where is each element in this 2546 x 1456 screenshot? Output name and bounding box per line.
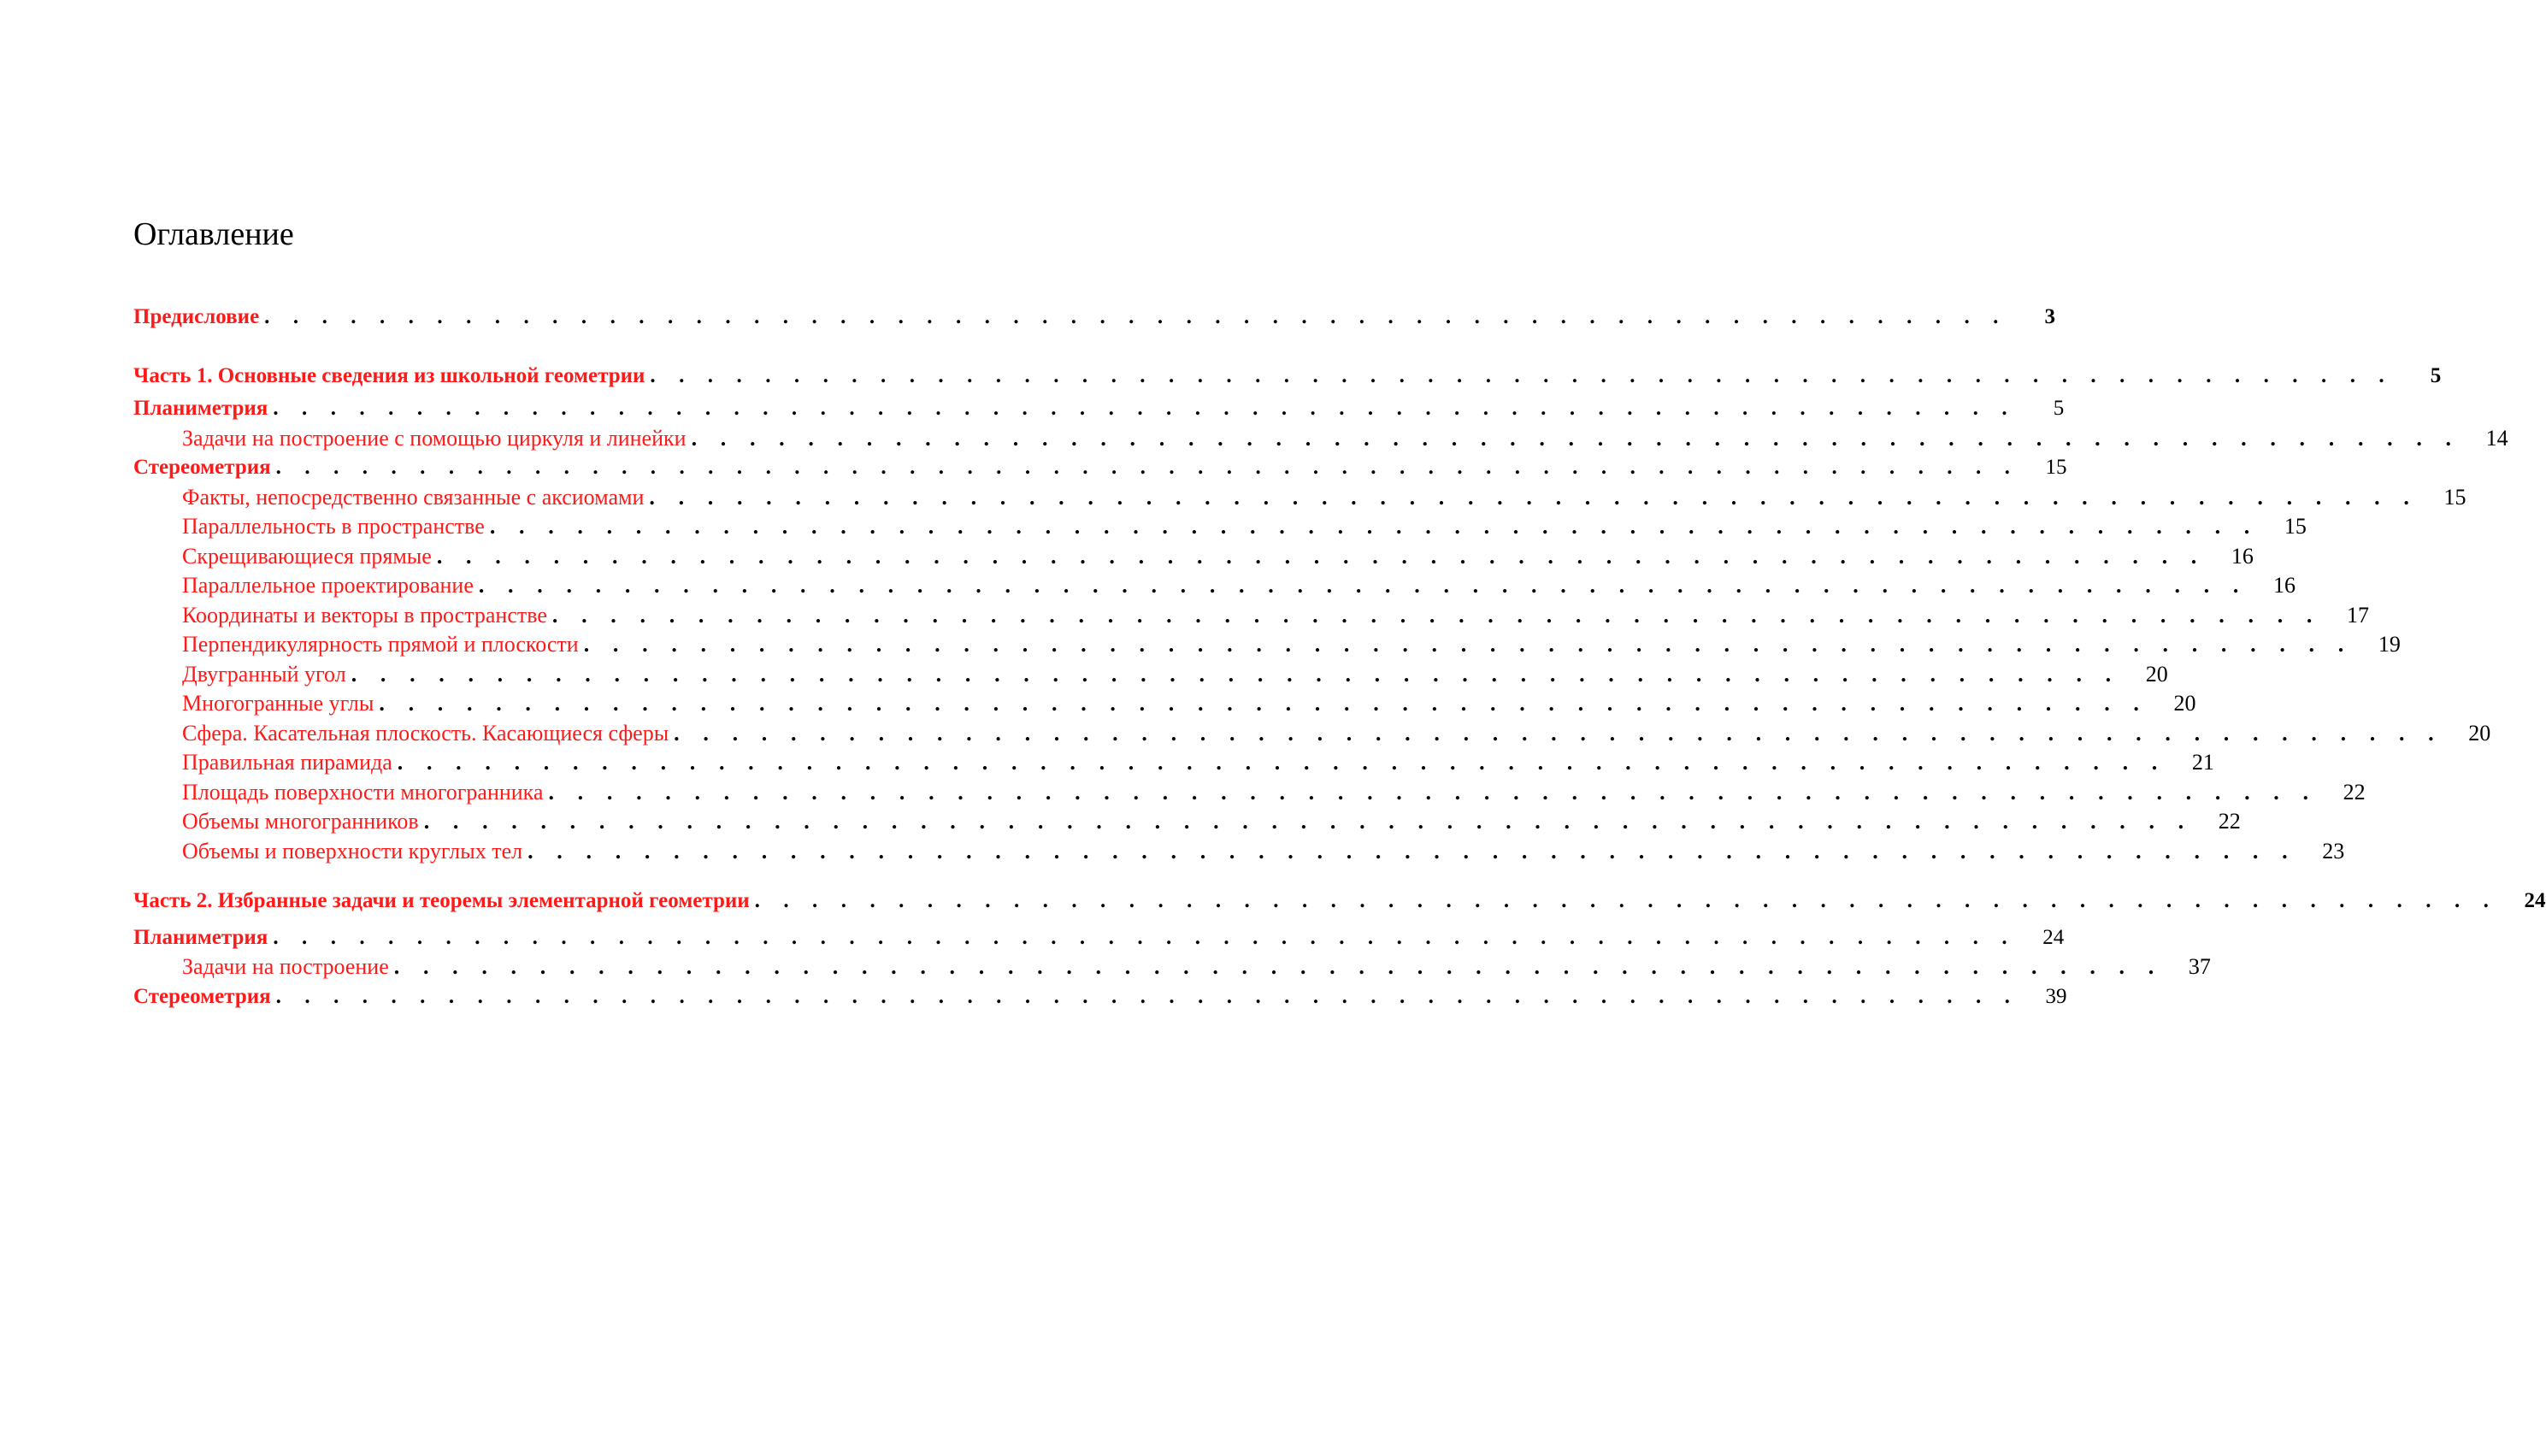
toc-entry-label[interactable]: Стереометрия — [133, 456, 271, 479]
toc-entry-label[interactable]: Объемы и поверхности круглых тел — [182, 838, 523, 864]
toc-entry-label[interactable]: Задачи на построение с помощью циркуля и линейки — [182, 425, 687, 451]
toc-entry-planimetry-1[interactable] — [133, 394, 2065, 424]
toc-entry-label[interactable]: Часть 2. Избранные задачи и теоремы элементарной геометрии — [133, 889, 750, 912]
toc-leader-dots: . . . . . . . . . . . . . . . . . . . . . . . . . . . . . . . . . . . . . . . . . . . . . . . . . . . . . . . . . . . . . — [649, 484, 2419, 510]
toc-entry-polyhedra-volumes[interactable] — [133, 807, 2241, 837]
toc-entry-label[interactable]: Многогранные углы — [182, 691, 374, 716]
toc-spacer — [133, 917, 930, 923]
toc-entry-label[interactable]: Площадь поверхности многогранника — [182, 779, 544, 805]
toc-spacer — [133, 866, 930, 887]
toc-page-number: 15 — [2443, 484, 2466, 510]
toc-entry-label[interactable]: Задачи на построение — [182, 954, 389, 979]
toc-leader-dots: . . . . . . . . . . . . . . . . . . . . . . . . . . . . . . . . . . . . . . . . . . . . . . . . . . . . . . . . . . . . . — [351, 661, 2120, 687]
toc-entry-label[interactable]: Планиметрия — [133, 925, 268, 949]
toc-entry-stereometry-2[interactable] — [133, 982, 2067, 1012]
toc-entry-construction-compass[interactable] — [133, 424, 2508, 454]
toc-leader-dots: . . . . . . . . . . . . . . . . . . . . . . . . . . . . . . . . . . . . . . . . . . . . . . . . . . . . . . . . . . . . . — [754, 889, 2498, 912]
toc-page-number: 16 — [2231, 543, 2254, 569]
toc-entry-part-2[interactable] — [133, 887, 2546, 917]
toc-leader-dots: . . . . . . . . . . . . . . . . . . . . . . . . . . . . . . . . . . . . . . . . . . . . . . . . . . . . . . . . . . . . . — [379, 691, 2148, 716]
toc-leader-dots: . . . . . . . . . . . . . . . . . . . . . . . . . . . . . . . . . . . . . . . . . . . . . . . . . . . . . . . . . . . . . — [674, 720, 2443, 746]
toc-leader-dots: . . . . . . . . . . . . . . . . . . . . . . . . . . . . . . . . . . . . . . . . . . . . . . . . . . . . . . . . . . . . . — [489, 514, 2259, 539]
toc-entry-polyhedral-angles[interactable] — [133, 689, 2196, 719]
toc-entry-stereometry-1[interactable] — [133, 453, 2067, 483]
toc-entry-sphere[interactable] — [133, 719, 2491, 749]
toc-page-number: 37 — [2188, 954, 2211, 979]
toc-entry-axioms[interactable] — [133, 483, 2466, 513]
toc-leader-dots: . . . . . . . . . . . . . . . . . . . . . . . . . . . . . . . . . . . . . . . . . . . . . . . . . . . . . . . . . . . . . — [273, 397, 2017, 420]
toc-entry-label[interactable]: Сфера. Касательная плоскость. Касающиеся сферы — [182, 720, 669, 746]
toc-leader-dots: . . . . . . . . . . . . . . . . . . . . . . . . . . . . . . . . . . . . . . . . . . . . . . . . . . . . . . . . . . . . . — [551, 602, 2322, 628]
toc-leader-dots: . . . . . . . . . . . . . . . . . . . . . . . . . . . . . . . . . . . . . . . . . . . . . . . . . . . . . . . . . . . . . — [527, 838, 2297, 864]
toc-leader-dots: . . . . . . . . . . . . . . . . . . . . . . . . . . . . . . . . . . . . . . . . . . . . . . . . . . . . . . . . . . . . . — [423, 809, 2193, 834]
toc-entry-label[interactable]: Предисловие — [133, 305, 260, 328]
toc-page-number: 3 — [2044, 305, 2056, 328]
toc-page-number: 22 — [2218, 809, 2241, 834]
toc-entry-part-1[interactable] — [133, 362, 2442, 392]
toc-entry-skew-lines[interactable] — [133, 542, 2254, 572]
toc-entry-label[interactable]: Параллельное проектирование — [182, 573, 474, 598]
toc-entry-label[interactable]: Скрещивающиеся прямые — [182, 543, 432, 569]
toc-page-number: 20 — [2468, 720, 2491, 746]
toc-page-number: 15 — [2284, 514, 2307, 539]
toc-leader-dots: . . . . . . . . . . . . . . . . . . . . . . . . . . . . . . . . . . . . . . . . . . . . . . . . . . . . . . . . . . . . . — [275, 984, 2019, 1008]
toc-entry-coordinates-vectors[interactable] — [133, 601, 2370, 631]
toc-entry-label[interactable]: Планиметрия — [133, 397, 268, 420]
toc-entry-construction[interactable] — [133, 952, 2211, 982]
toc-page-number: 19 — [2378, 632, 2401, 657]
toc-page-number: 23 — [2322, 838, 2345, 864]
document-page — [133, 0, 2546, 1456]
toc-leader-dots: . . . . . . . . . . . . . . . . . . . . . . . . . . . . . . . . . . . . . . . . . . . . . . . . . . . . . . . . . . . . . — [548, 779, 2318, 805]
toc-leader-dots: . . . . . . . . . . . . . . . . . . . . . . . . . . . . . . . . . . . . . . . . . . . . . . . . . . . . . . . . . . . . . — [397, 750, 2166, 775]
toc-entry-label[interactable]: Перпендикулярность прямой и плоскости — [182, 632, 579, 657]
toc-page-number: 20 — [2145, 661, 2168, 687]
toc-entry-label[interactable]: Координаты и векторы в пространстве — [182, 602, 547, 628]
toc-entry-regular-pyramid[interactable] — [133, 748, 2214, 778]
toc-leader-dots: . . . . . . . . . . . . . . . . . . . . . . . . . . . . . . . . . . . . . . . . . . . . . . . . . . . . . . . . . . . . . — [393, 954, 2163, 979]
toc-page-number: 17 — [2347, 602, 2370, 628]
toc-entry-perpendicularity[interactable] — [133, 630, 2401, 660]
toc-page-number: 24 — [2524, 889, 2546, 912]
toc-entry-label[interactable]: Объемы многогранников — [182, 809, 419, 834]
toc-entry-label[interactable]: Двугранный угол — [182, 661, 346, 687]
page-title: Оглавление — [133, 216, 294, 252]
toc-leader-dots: . . . . . . . . . . . . . . . . . . . . . . . . . . . . . . . . . . . . . . . . . . . . . . . . . . . . . . . . . . . . . — [264, 305, 2008, 328]
toc-page-number: 5 — [2430, 363, 2442, 387]
toc-page-number: 21 — [2191, 750, 2214, 775]
toc-leader-dots: . . . . . . . . . . . . . . . . . . . . . . . . . . . . . . . . . . . . . . . . . . . . . . . . . . . . . . . . . . . . . — [436, 543, 2206, 569]
toc-entry-parallelism[interactable] — [133, 512, 2307, 542]
toc-leader-dots: . . . . . . . . . . . . . . . . . . . . . . . . . . . . . . . . . . . . . . . . . . . . . . . . . . . . . . . . . . . . . — [273, 925, 2017, 949]
toc-entry-round-bodies[interactable] — [133, 837, 2345, 867]
toc-entry-label[interactable]: Часть 1. Основные сведения из школьной геометрии — [133, 363, 645, 387]
toc-leader-dots: . . . . . . . . . . . . . . . . . . . . . . . . . . . . . . . . . . . . . . . . . . . . . . . . . . . . . . . . . . . . . — [691, 425, 2461, 451]
toc-entry-label[interactable]: Факты, непосредственно связанные с аксиомами — [182, 484, 645, 510]
toc-entry-parallel-projection[interactable] — [133, 571, 2296, 601]
toc-entry-label[interactable]: Параллельность в пространстве — [182, 514, 485, 539]
toc-entry-planimetry-2[interactable] — [133, 923, 2065, 953]
toc-entry-surface-area[interactable] — [133, 778, 2366, 808]
toc-entry-dihedral-angle[interactable] — [133, 660, 2168, 690]
table-of-contents — [133, 303, 2546, 1011]
toc-leader-dots: . . . . . . . . . . . . . . . . . . . . . . . . . . . . . . . . . . . . . . . . . . . . . . . . . . . . . . . . . . . . . — [650, 363, 2394, 387]
toc-entry-label[interactable]: Правильная пирамида — [182, 750, 392, 775]
toc-entry-preface[interactable] — [133, 303, 2056, 333]
toc-page-number: 15 — [2045, 456, 2067, 479]
toc-page-number: 16 — [2272, 573, 2296, 598]
toc-page-number: 24 — [2042, 925, 2065, 949]
toc-page-number: 22 — [2343, 779, 2366, 805]
toc-page-number: 39 — [2045, 984, 2067, 1008]
toc-leader-dots: . . . . . . . . . . . . . . . . . . . . . . . . . . . . . . . . . . . . . . . . . . . . . . . . . . . . . . . . . . . . . — [275, 456, 2019, 479]
toc-leader-dots: . . . . . . . . . . . . . . . . . . . . . . . . . . . . . . . . . . . . . . . . . . . . . . . . . . . . . . . . . . . . . — [478, 573, 2248, 598]
toc-page-number: 14 — [2485, 425, 2508, 451]
toc-entry-label[interactable]: Стереометрия — [133, 984, 271, 1008]
toc-leader-dots: . . . . . . . . . . . . . . . . . . . . . . . . . . . . . . . . . . . . . . . . . . . . . . . . . . . . . . . . . . . . . — [583, 632, 2353, 657]
toc-spacer — [133, 333, 930, 362]
toc-page-number: 5 — [2053, 397, 2065, 420]
toc-page-number: 20 — [2173, 691, 2196, 716]
